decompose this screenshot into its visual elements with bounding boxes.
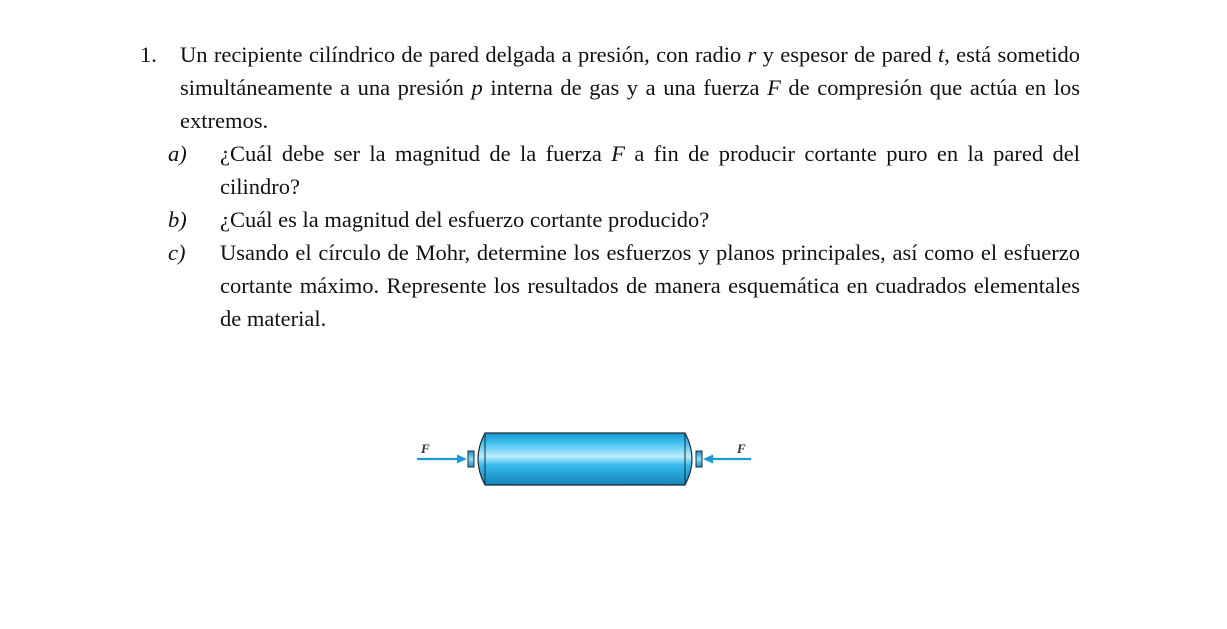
stem-text-5: de compresión que actúa en los extremos. (180, 75, 1081, 133)
right-end-cap (696, 451, 702, 467)
variable-F: F (767, 75, 781, 100)
part-c-label: c) (168, 240, 186, 265)
part-a-label: a) (168, 141, 187, 166)
stem-text-3: , está sometido simultáneamente a una presión (180, 42, 1081, 100)
variable-p: p (471, 75, 483, 100)
part-b-text: ¿Cuál es la magnitud del esfuerzo cortante producido? (220, 207, 710, 232)
part-a-text-1: ¿Cuál debe ser la magnitud de la fuerza (220, 141, 612, 166)
right-force-label: F (737, 441, 746, 456)
pressure-vessel-diagram (405, 420, 765, 500)
problem-statement (140, 38, 1080, 335)
part-a-text-2: a fin de producir cortante puro en la pared del cilindro? (220, 141, 1080, 199)
left-force-label: F (421, 441, 430, 456)
part-b-label: b) (168, 207, 187, 232)
stem-text-2: y espesor de pared (756, 42, 938, 67)
left-arrow-head (457, 455, 467, 464)
right-arrow-head (703, 455, 713, 464)
problem-number: 1. (140, 42, 157, 67)
left-end-cap (468, 451, 474, 467)
part-c (168, 236, 1080, 335)
problem-stem (180, 38, 1080, 137)
cylinder-body (478, 433, 692, 485)
part-a-variable-F: F (611, 141, 625, 166)
variable-t: t (937, 42, 945, 67)
stem-text-4: interna de gas y a una fuerza (482, 75, 768, 100)
cylinder-figure (405, 420, 765, 500)
part-a-text (220, 137, 1080, 203)
stem-text-1: Un recipiente cilíndrico de pared delgada a presión, con radio (180, 42, 748, 67)
part-b (168, 203, 1080, 236)
problem-main (140, 38, 1080, 137)
part-a (168, 137, 1080, 203)
part-c-text: Usando el círculo de Mohr, determine los esfuerzos y planos principales, así como el esfuerzo cortante máximo. Represente los resultados de manera esquemática en cuadrados elementales de material. (220, 240, 1080, 331)
problem-parts (168, 137, 1080, 335)
variable-r: r (747, 42, 757, 67)
